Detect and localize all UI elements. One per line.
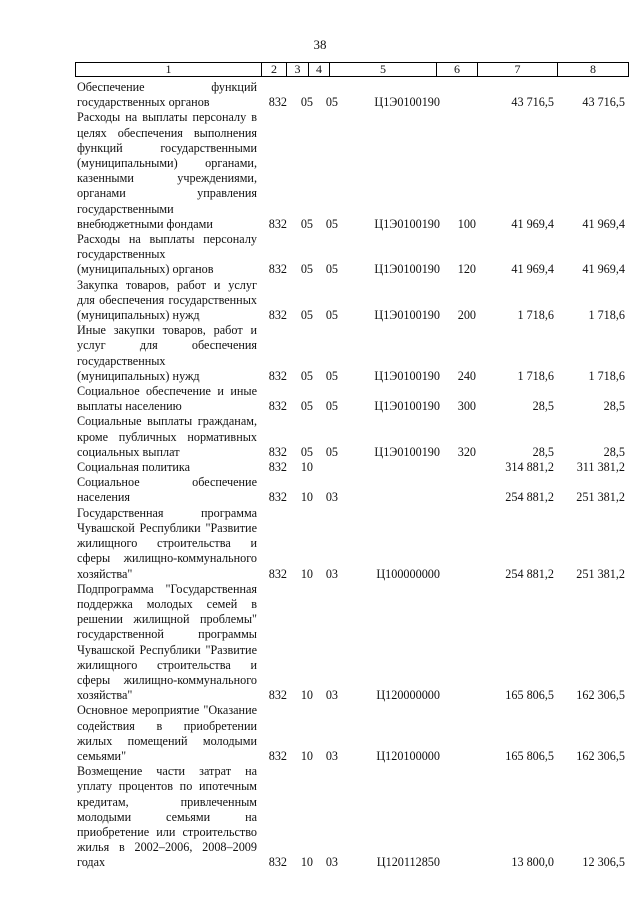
- row-name: Социальное обеспечение и иные выплаты населению: [77, 384, 257, 414]
- row-admin-code: 832: [268, 855, 287, 870]
- row-sum-year-1: 314 881,2: [505, 460, 554, 475]
- row-sum-year-1: 165 806,5: [505, 688, 554, 703]
- header-col-3: 3: [287, 63, 309, 76]
- row-name: Расходы на выплаты персоналу в целях обеспечения выполнения функций государственными (муниципальными) органами, казенными учреждениями, органами управления государственными внебюджетными фондами: [77, 110, 257, 231]
- row-sum-year-1: 165 806,5: [505, 748, 554, 763]
- row-section: 10: [300, 855, 313, 870]
- table-row: [77, 323, 625, 384]
- row-subsection: 05: [325, 262, 338, 277]
- budget-table-body: [77, 80, 625, 871]
- row-sum-year-2: 162 306,5: [576, 748, 625, 763]
- header-col-1: 1: [76, 63, 262, 76]
- row-section: 10: [300, 490, 313, 505]
- row-section: 10: [300, 688, 313, 703]
- row-section: 10: [300, 460, 313, 475]
- row-target-code: Ц120100000: [376, 748, 440, 763]
- row-admin-code: 832: [268, 444, 287, 459]
- row-sum-year-1: 254 881,2: [505, 490, 554, 505]
- row-subsection: 03: [325, 688, 338, 703]
- row-expense-type: 100: [457, 216, 476, 231]
- row-subsection: 05: [325, 308, 338, 323]
- row-name: Социальные выплаты гражданам, кроме публичных нормативных социальных выплат: [77, 414, 257, 459]
- row-sum-year-1: 41 969,4: [511, 216, 554, 231]
- header-col-4: 4: [309, 63, 330, 76]
- table-row: [77, 384, 625, 414]
- row-name: Иные закупки товаров, работ и услуг для обеспечения государственных (муниципальных) нужд: [77, 323, 257, 383]
- row-sum-year-2: 41 969,4: [582, 262, 625, 277]
- table-row: [77, 460, 625, 475]
- header-col-5: 5: [330, 63, 437, 76]
- row-target-code: Ц1Э0100190: [374, 399, 440, 414]
- header-col-6: 6: [437, 63, 478, 76]
- table-header: [75, 62, 629, 77]
- row-expense-type: 320: [457, 444, 476, 459]
- row-sum-year-2: 28,5: [603, 399, 625, 414]
- table-row: [77, 232, 625, 278]
- row-subsection: 03: [325, 490, 338, 505]
- table-row: [77, 582, 625, 704]
- row-admin-code: 832: [268, 95, 287, 110]
- row-section: 05: [300, 368, 313, 383]
- row-subsection: 05: [325, 368, 338, 383]
- table-row: [77, 414, 625, 460]
- row-section: 05: [300, 262, 313, 277]
- table-row: [77, 506, 625, 582]
- row-admin-code: 832: [268, 216, 287, 231]
- row-subsection: 03: [325, 748, 338, 763]
- row-admin-code: 832: [268, 460, 287, 475]
- row-name: Обеспечение функций государственных органов: [77, 80, 257, 110]
- row-name: Возмещение части затрат на уплату процентов по ипотечным кредитам, привлеченным молодыми семьями на приобретение или строительство жилья в 2002–2006, 2008–2009 годах: [77, 764, 257, 870]
- table-row: [77, 80, 625, 110]
- row-target-code: Ц100000000: [376, 566, 440, 581]
- row-name: Социальное обеспечение населения: [77, 475, 257, 505]
- row-name: Подпрограмма "Государственная поддержка молодых семей в решении жилищной проблемы" государственной программы Чувашской Республики "Развитие жилищного строительства и сферы жилищно-коммунального хозяйства": [77, 581, 257, 703]
- row-admin-code: 832: [268, 490, 287, 505]
- row-subsection: 05: [325, 216, 338, 231]
- row-expense-type: 120: [457, 262, 476, 277]
- row-name: Расходы на выплаты персоналу государственных (муниципальных) органов: [77, 232, 257, 277]
- row-subsection: 03: [325, 855, 338, 870]
- row-section: 05: [300, 444, 313, 459]
- row-target-code: Ц120000000: [376, 688, 440, 703]
- row-admin-code: 832: [268, 748, 287, 763]
- row-admin-code: 832: [268, 308, 287, 323]
- row-sum-year-2: 251 381,2: [576, 566, 625, 581]
- row-sum-year-1: 41 969,4: [511, 262, 554, 277]
- row-subsection: 03: [325, 566, 338, 581]
- row-sum-year-2: 28,5: [603, 444, 625, 459]
- row-sum-year-2: 162 306,5: [576, 688, 625, 703]
- row-section: 05: [300, 399, 313, 414]
- header-col-7: 7: [478, 63, 558, 76]
- page-number: 38: [313, 37, 327, 52]
- header-col-2: 2: [262, 63, 287, 76]
- row-expense-type: 200: [457, 308, 476, 323]
- row-sum-year-2: 1 718,6: [588, 308, 625, 323]
- row-section: 10: [300, 748, 313, 763]
- row-expense-type: 300: [457, 399, 476, 414]
- row-section: 05: [300, 308, 313, 323]
- table-row: [77, 764, 625, 870]
- row-admin-code: 832: [268, 262, 287, 277]
- row-sum-year-1: 43 716,5: [511, 95, 554, 110]
- row-name: Государственная программа Чувашской Республики "Развитие жилищного строительства и сферы жилищно-коммунального хозяйства": [77, 505, 257, 581]
- row-sum-year-2: 43 716,5: [582, 95, 625, 110]
- row-sum-year-2: 1 718,6: [588, 368, 625, 383]
- row-section: 05: [300, 95, 313, 110]
- row-subsection: 05: [325, 95, 338, 110]
- row-sum-year-2: 41 969,4: [582, 216, 625, 231]
- row-sum-year-1: 28,5: [532, 399, 554, 414]
- table-row: [77, 110, 625, 232]
- row-admin-code: 832: [268, 399, 287, 414]
- row-section: 05: [300, 216, 313, 231]
- table-row: [77, 475, 625, 505]
- row-target-code: Ц120112850: [376, 855, 440, 870]
- row-expense-type: 240: [457, 368, 476, 383]
- row-sum-year-2: 311 381,2: [576, 460, 625, 475]
- row-sum-year-1: 1 718,6: [517, 308, 554, 323]
- row-name: Закупка товаров, работ и услуг для обеспечения государственных (муниципальных) нужд: [77, 277, 257, 323]
- row-target-code: Ц1Э0100190: [374, 95, 440, 110]
- row-sum-year-1: 28,5: [532, 444, 554, 459]
- row-section: 10: [300, 566, 313, 581]
- row-subsection: 05: [325, 399, 338, 414]
- row-target-code: Ц1Э0100190: [374, 262, 440, 277]
- row-target-code: Ц1Э0100190: [374, 308, 440, 323]
- row-sum-year-2: 251 381,2: [576, 490, 625, 505]
- row-name: Социальная политика: [77, 460, 191, 475]
- row-target-code: Ц1Э0100190: [374, 444, 440, 459]
- row-admin-code: 832: [268, 566, 287, 581]
- table-row: [77, 703, 625, 764]
- row-admin-code: 832: [268, 688, 287, 703]
- header-col-8: 8: [590, 62, 596, 76]
- row-sum-year-1: 254 881,2: [505, 566, 554, 581]
- row-sum-year-1: 13 800,0: [511, 855, 554, 870]
- table-row: [77, 278, 625, 324]
- row-subsection: 05: [325, 444, 338, 459]
- row-name: Основное мероприятие "Оказание содействия в приобретении жилых помещений молодыми семьями": [77, 703, 257, 763]
- row-sum-year-1: 1 718,6: [517, 368, 554, 383]
- row-target-code: Ц1Э0100190: [374, 216, 440, 231]
- row-target-code: Ц1Э0100190: [374, 368, 440, 383]
- row-admin-code: 832: [268, 368, 287, 383]
- row-sum-year-2: 12 306,5: [582, 855, 625, 870]
